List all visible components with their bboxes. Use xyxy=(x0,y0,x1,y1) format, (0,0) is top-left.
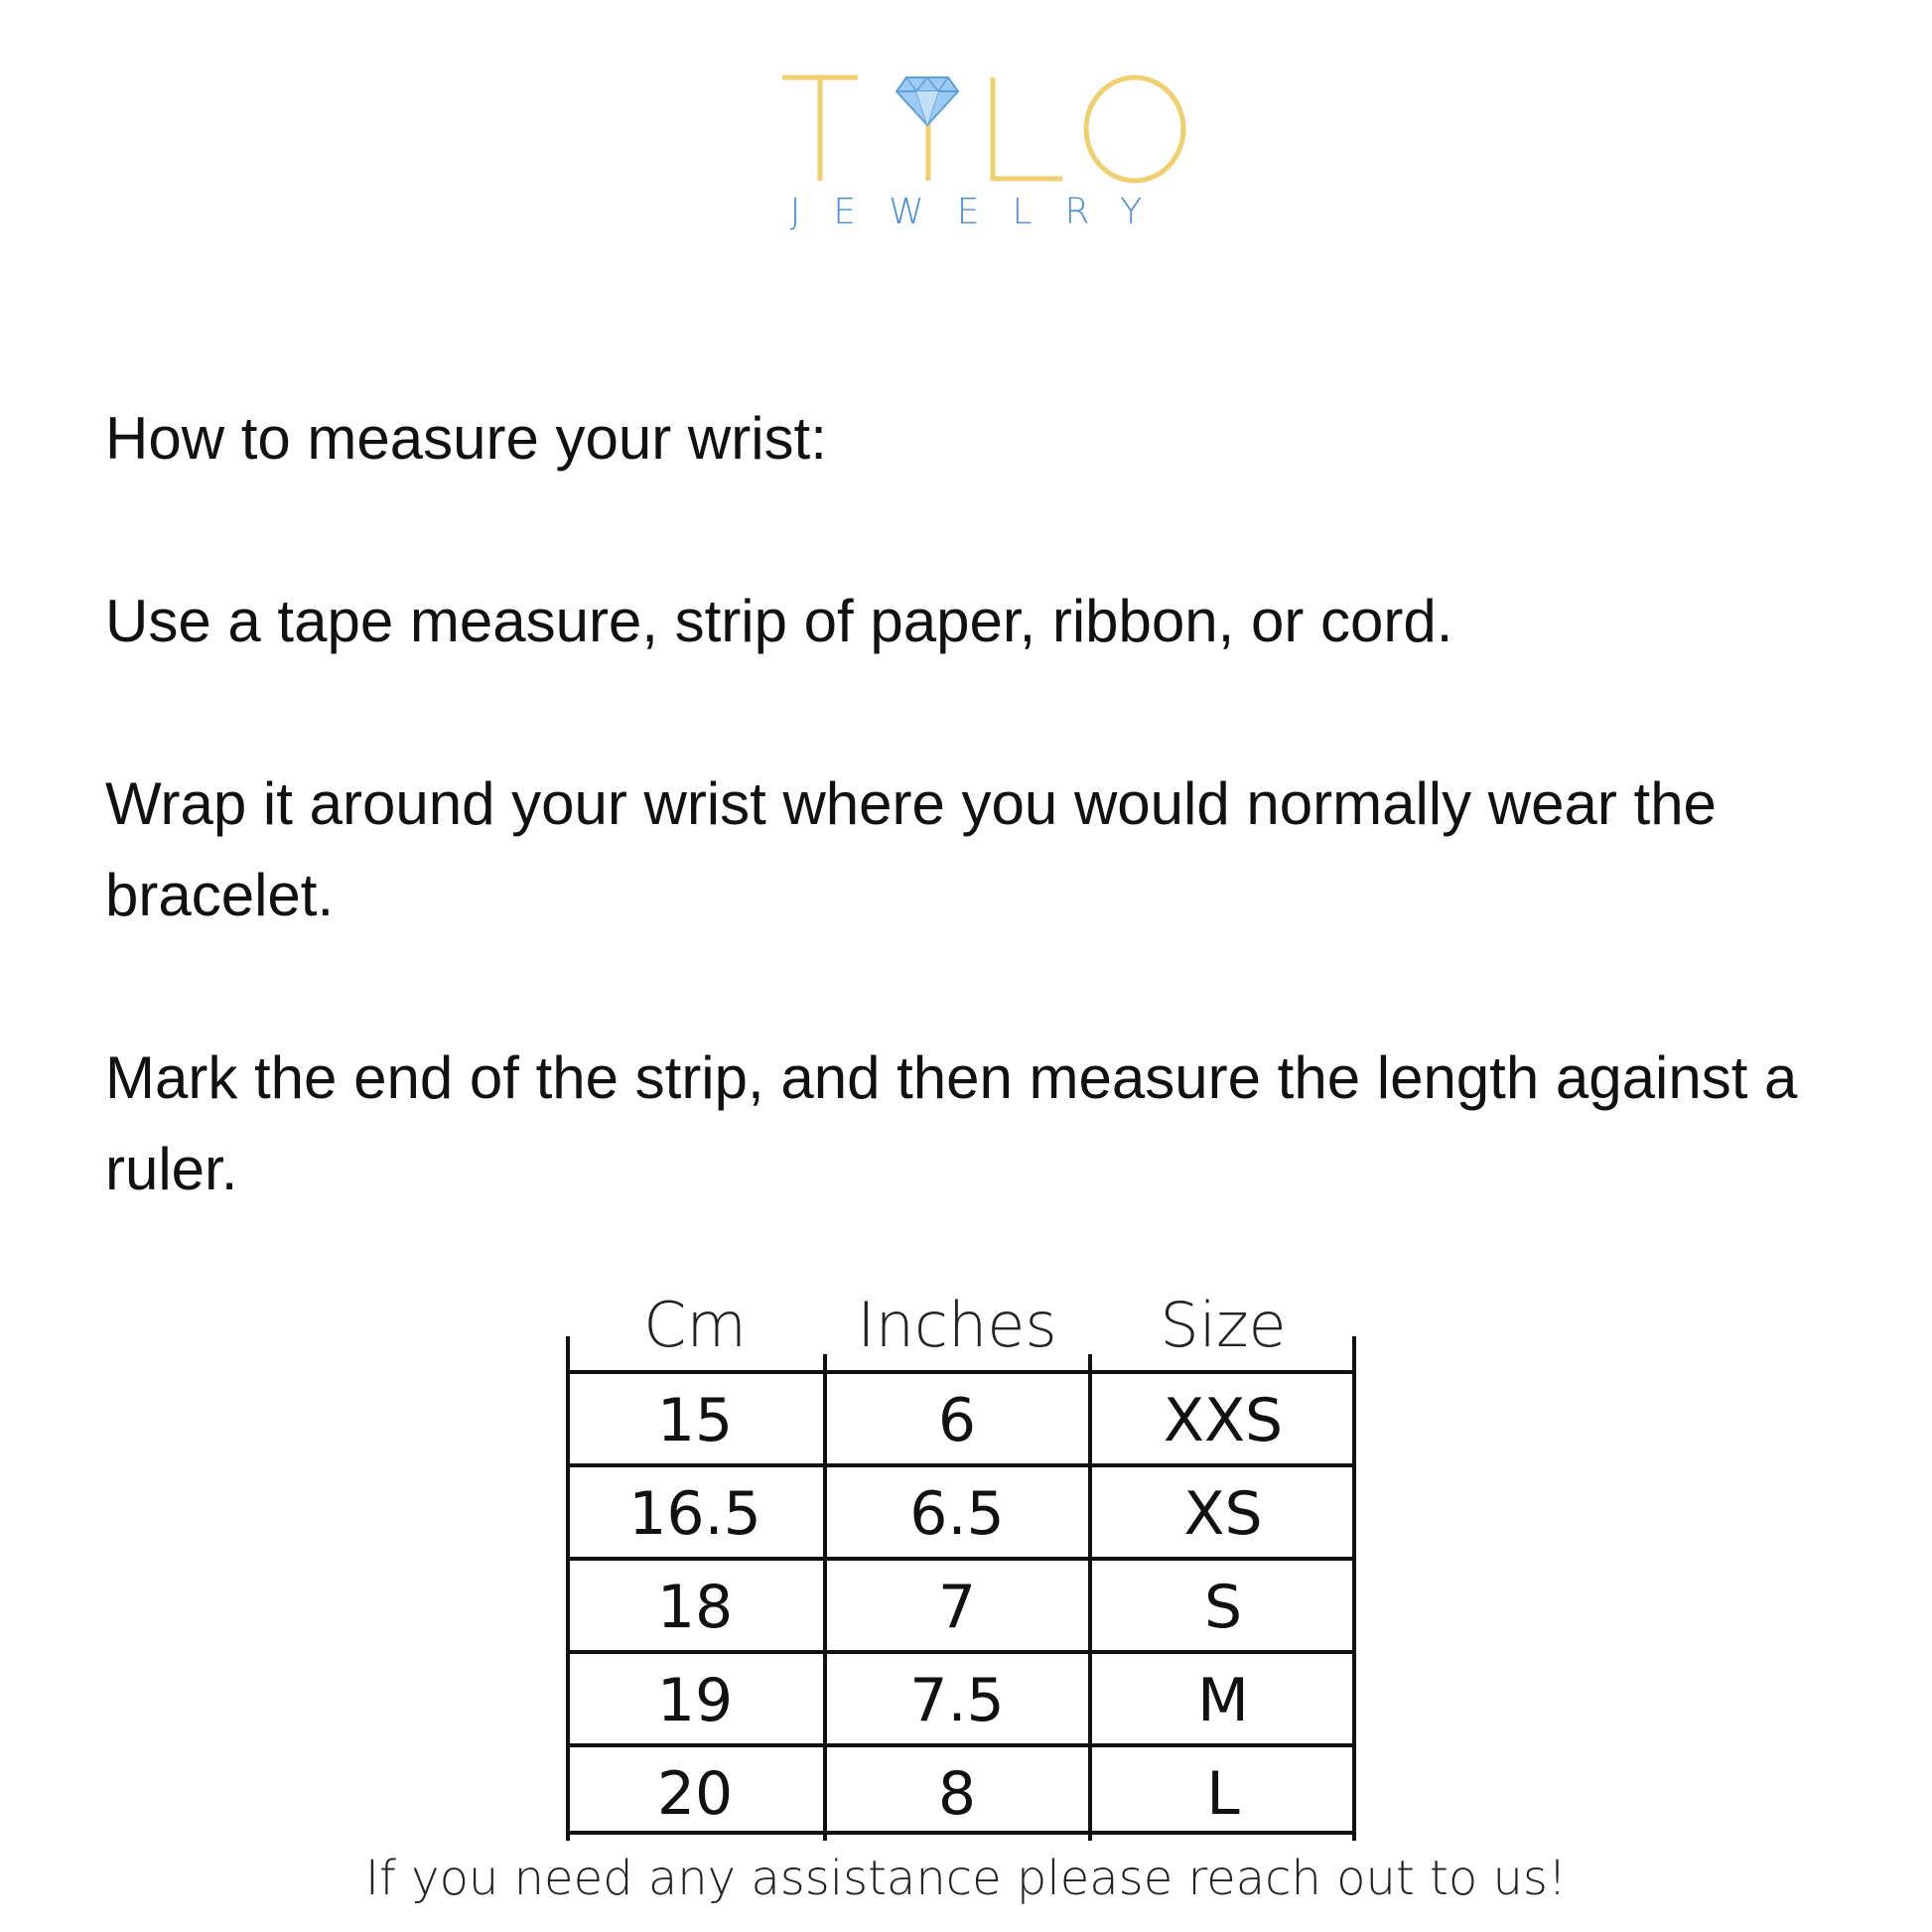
table-row xyxy=(566,1743,1356,1835)
instruction-step: Use a tape measure, strip of paper, ribbon, or cord. xyxy=(105,588,1453,654)
logo-subtitle: JEWELRY xyxy=(789,192,1175,232)
cell-cm: 20 xyxy=(656,1759,734,1829)
column-header-cm: Cm xyxy=(643,1289,747,1361)
size-table xyxy=(566,1281,1356,1841)
table-row xyxy=(566,1463,1356,1557)
column-header-inches: Inches xyxy=(857,1289,1057,1361)
column-header-size: Size xyxy=(1160,1289,1287,1361)
cell-inches: 6 xyxy=(937,1386,977,1455)
cell-cm: 15 xyxy=(656,1386,734,1455)
logo-wordmark xyxy=(774,69,1191,189)
table-row xyxy=(566,1557,1356,1650)
instruction-step: Mark the end of the strip, and then measure the length against a ruler. xyxy=(105,1044,1798,1202)
cell-size: L xyxy=(1206,1759,1240,1829)
cell-inches: 6.5 xyxy=(909,1479,1005,1549)
cell-size: XS xyxy=(1183,1479,1263,1549)
brand-logo xyxy=(0,50,1932,248)
instruction-step: Wrap it around your wrist where you would normally wear the bracelet. xyxy=(105,770,1717,928)
cell-inches: 7 xyxy=(937,1573,977,1642)
cell-size: S xyxy=(1203,1573,1243,1642)
cell-size: XXS xyxy=(1163,1386,1284,1455)
assistance-note: If you need any assistance please reach out to us! xyxy=(364,1851,1568,1906)
cell-cm: 18 xyxy=(656,1573,734,1642)
table-row xyxy=(566,1370,1356,1463)
table-body xyxy=(566,1370,1356,1835)
table-row xyxy=(566,1650,1356,1743)
cell-inches: 8 xyxy=(937,1759,977,1829)
cell-size: M xyxy=(1197,1666,1249,1735)
cell-inches: 7.5 xyxy=(909,1666,1005,1735)
instructions-heading: How to measure your wrist: xyxy=(105,405,827,472)
diamond-icon xyxy=(895,75,960,127)
cell-cm: 19 xyxy=(656,1666,734,1735)
cell-cm: 16.5 xyxy=(628,1479,761,1549)
